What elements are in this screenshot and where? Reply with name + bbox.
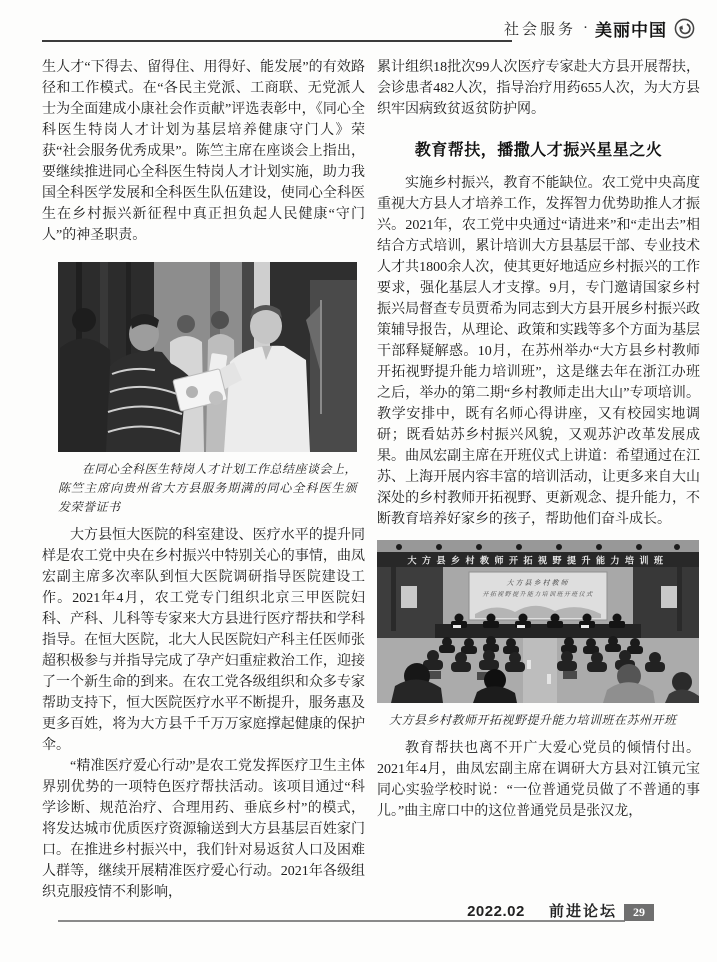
training-class-photo [377, 540, 699, 703]
paragraph-right-2: 实施乡村振兴，教育不能缺位。农工党中央高度重视大方县人才培养工作，发挥智力优势助推人才振兴。2021年，农工党中央通过“请进来”和“走出去”相结合方式培训，累计培训大方县基层干部、专业技术人才共1800余人次，使其更好地适应乡村振兴的工作要求，强化基层人才支撑。9月，专门邀请国家乡村振兴局督查专员贾希为同志到大方县开展乡村振兴政策辅导报告，从理论、政策和实践等多个方面为基层干部释疑解惑。10月，在苏州举办“大方县乡村教师开拓视野提升能力培训班”，这是继去年在浙江办班之后，举办的第二期“乡村教师走出大山”专项培训。教学安排中，既有名师心得讲座，又有校园实地调研；既看姑苏乡村振兴风貌，又观苏沪改革发展成果。曲凤宏副主席在开班仪式上讲道：希望通过在江苏、上海开展内容丰富的培训活动，让更多来自大山深处的乡村教师开拓视野、更新观念、提升能力，不断教育培养好家乡的孩子，帮助他们奋斗成长。 [377, 176, 700, 527]
paragraph-right-1: 累计组织18批次99人次医疗专家赴大方县开展帮扶，会诊患者482人次，指导治疗用药655人次，为大方县织牢因病致贫返贫防护网。 [377, 60, 700, 117]
screen-title-line1: 大方县乡村教师 [506, 579, 570, 587]
right-column [377, 57, 700, 822]
page-footer [0, 900, 617, 921]
header-separator: · [583, 20, 588, 36]
figure-training-class [377, 540, 699, 730]
left-column [42, 57, 365, 903]
footer-journal-name: 前进论坛 [548, 903, 617, 920]
paragraph-right-3: 教育帮扶也离不开广大爱心党员的倾情付出。2021年4月，曲凤宏副主席在调研大方县对江镇元宝同心实验学校时说：“一位普通党员做了不普通的事儿。”曲主席口中的这位普通党员是张汉龙， [377, 741, 700, 819]
paragraph-left-1: 生人才“下得去、留得住、用得好、能发展”的有效路径和工作模式。在“各民主党派、工商联、无党派人士为全面建成小康社会作贡献”评选表彰中，《同心全科医生特岗人才计划为基层培养健康守门人》荣获“社会服务优秀成果”。陈竺主席在座谈会上指出，要继续推进同心全科医生特岗人才计划实施，助力我国全科医学发展和全科医生队伍建设，使同心全科医生在乡村振兴新征程中真正担负起人民健康“守门人”的神圣职责。 [42, 60, 365, 243]
figure-ceremony-caption: 在同心全科医生特岗人才计划工作总结座谈会上，陈竺主席向贵州省大方县服务期满的同心全科医生颁发荣誉证书 [58, 462, 358, 514]
screen-title-line2: 开拓视野提升能力培训班开班仪式 [482, 592, 594, 598]
ceremony-photo [58, 262, 357, 452]
header-rule [42, 40, 512, 42]
page-number-badge: 29 [624, 904, 654, 921]
paragraph-left-2: 大方县恒大医院的科室建设、医疗水平的提升同样是农工党中央在乡村振兴中特别关心的事情，曲凤宏副主席多次率队到恒大医院调研指导医院建设工作。2021年4月，农工党专门组织北京三甲医院妇科、产科、儿科等专家来大方县进行医疗帮扶和学科指导。在恒大医院，北大人民医院妇产科主任医师张超积极参与并指导完成了孕产妇重症救治工作，迎接了一个新生命的到来。在农工党各级组织和众多专家帮助支持下，恒大医院医疗水平不断提升，服务惠及更多百姓，将为大方县千千万万家庭撑起健康的保护伞。 [42, 528, 365, 753]
header-section-label: 社会服务 [503, 22, 576, 38]
figure-training-caption: 大方县乡村教师开拓视野提升能力培训班在苏州开班 [389, 713, 677, 727]
training-banner-text: 大方县乡村教师开拓视野提升能力培训班 [407, 555, 669, 566]
circled-back-arrow-icon [674, 18, 695, 39]
footer-issue: 2022.02 [467, 903, 525, 920]
figure-ceremony [58, 262, 357, 517]
section-heading: 教育帮扶，播撒人才振兴星星之火 [414, 142, 663, 159]
header-column-title: 美丽中国 [595, 21, 667, 40]
page-header [504, 16, 695, 41]
paragraph-left-3: “精准医疗爱心行动”是农工党发挥医疗卫生主体界别优势的一项特色医疗帮扶活动。该项目通过“科学诊断、规范治疗、合理用药、垂底乡村”的模式，将发达城市优质医疗资源输送到大方县基层百姓家门口。在推进乡村振兴中，我们针对易返贫人口及困难人群等，继续开展精准医疗爱心行动。2021年各级组织克服疫情不利影响， [42, 759, 365, 900]
